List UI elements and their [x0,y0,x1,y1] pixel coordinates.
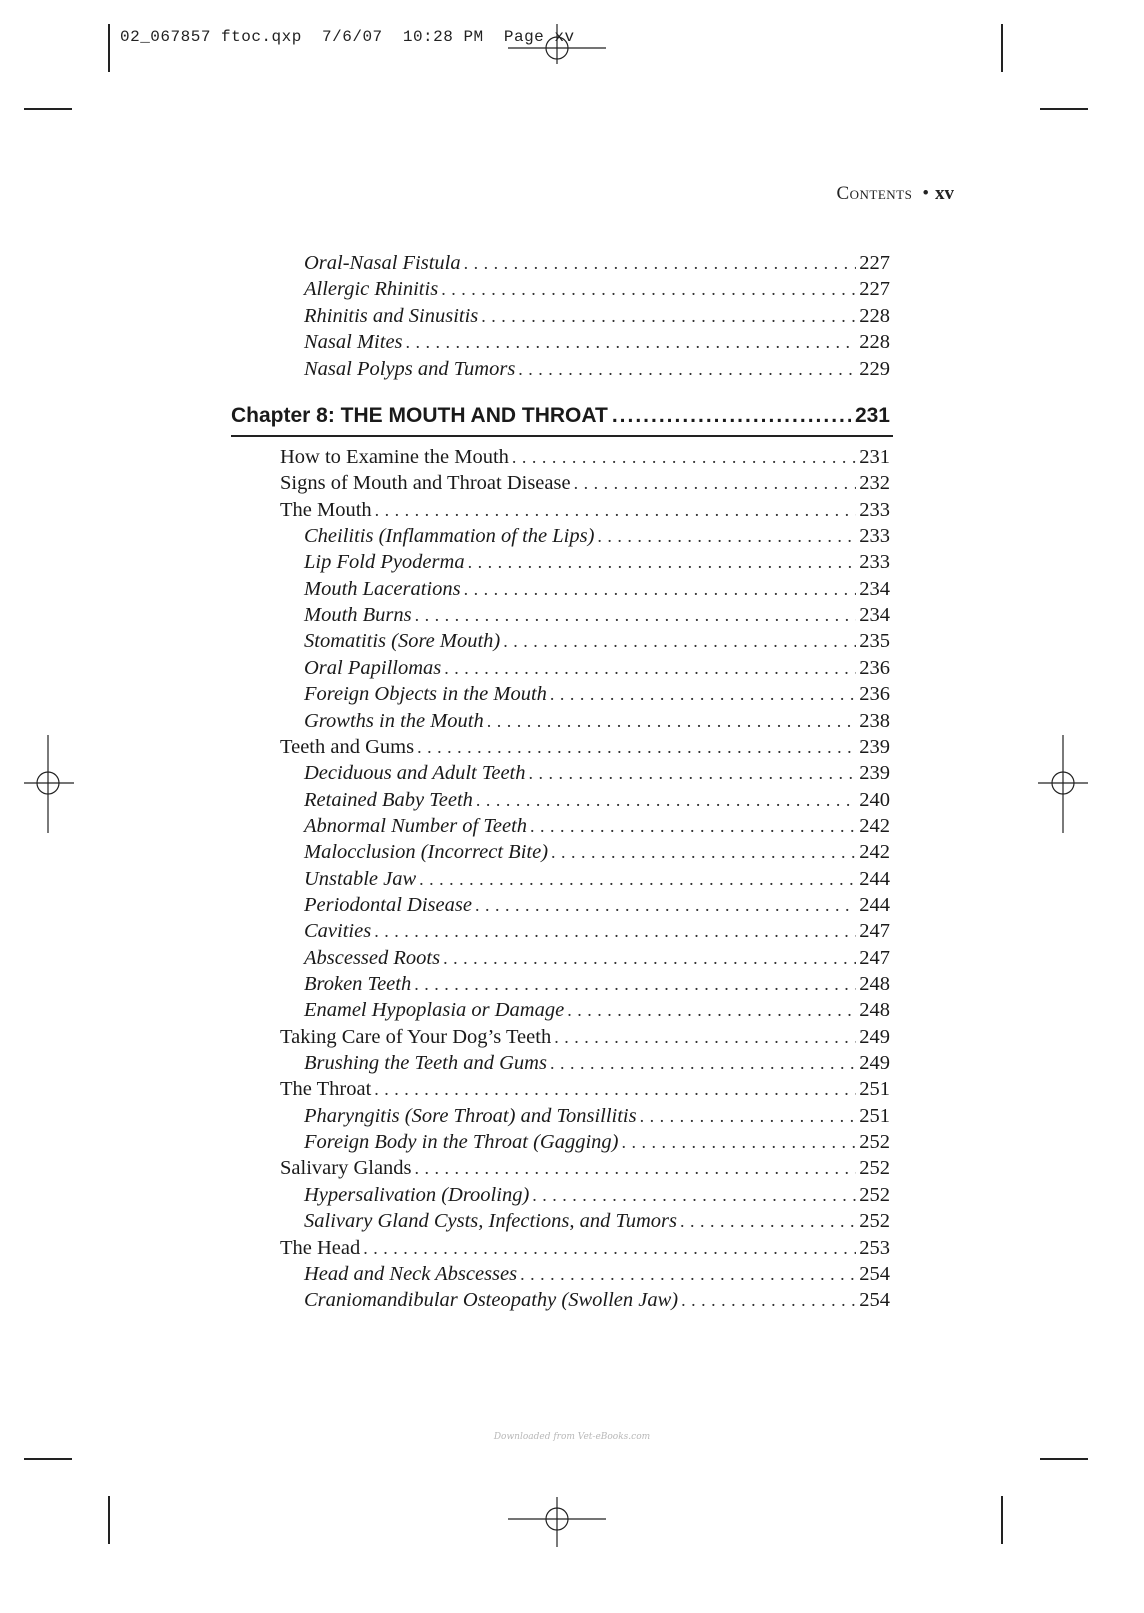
dot-leader [481,303,856,329]
toc-entry-title: Periodontal Disease [304,893,472,916]
dot-leader [520,1261,856,1287]
toc-entry-title: Mouth Lacerations [304,577,461,600]
dot-leader [468,549,857,575]
toc-entry [304,681,890,707]
toc-entry-title: Brushing the Teeth and Gums [304,1052,547,1075]
toc-entry-page: 248 [859,999,890,1022]
dot-leader [681,1287,856,1313]
toc-entry-page: 244 [859,867,890,890]
toc-entry-title: Stomatitis (Sore Mouth) [304,630,501,653]
printer-slug: 02_067857 ftoc.qxp 7/6/07 10:28 PM Page xv [120,28,575,46]
toc-entry [304,839,890,865]
dot-leader [444,655,856,681]
toc-entry-page: 227 [859,278,890,301]
toc-entry-title: Lip Fold Pyoderma [304,551,465,574]
toc-entry-page: 233 [859,525,890,548]
toc-entry [304,523,890,549]
toc-entry-page: 247 [859,946,890,969]
crop-mark [1040,1458,1088,1460]
dot-leader [550,1050,856,1076]
dot-leader [476,787,856,813]
toc-entry [304,945,890,971]
toc-entry-page: 233 [859,551,890,574]
running-head-label: Contents [836,183,913,204]
dot-leader [417,734,856,760]
dot-leader [554,1024,856,1050]
running-head-page: xv [935,183,954,204]
toc-entry-page: 229 [859,357,890,380]
dot-leader [406,329,857,355]
toc-entry-title: The Mouth [280,498,372,521]
dot-leader [419,866,856,892]
chapter-page: 231 [854,404,890,427]
toc-entry [304,1182,890,1208]
dot-leader [680,1208,856,1234]
toc-entry [304,1129,890,1155]
toc-entry [304,250,890,276]
dot-leader [487,708,856,734]
dot-leader [529,760,857,786]
running-head [836,183,954,205]
toc-entry-title: The Throat [280,1078,372,1101]
toc-entry [280,444,890,470]
toc-entry-title: Malocclusion (Incorrect Bite) [304,841,549,864]
toc-entry-title: How to Examine the Mouth [280,446,509,468]
toc-entry [304,787,890,813]
dot-leader [475,892,856,918]
dot-leader [574,470,857,496]
toc-entry-page: 249 [859,1052,890,1075]
dot-leader [597,523,856,549]
running-head-bullet: • [922,183,929,204]
crop-mark [1001,24,1003,72]
toc-entry-page: 242 [859,814,890,837]
toc-entry [280,734,890,760]
toc-entry-page: 239 [859,735,890,758]
toc-entry-page: 252 [859,1157,890,1180]
toc-entry-title: The Head [280,1236,361,1259]
toc-entry [304,997,890,1023]
toc-entry [280,1024,890,1050]
toc-entry [304,1208,890,1234]
toc-entry-title: Cavities [304,920,372,943]
dot-leader [464,250,857,276]
toc-entry-page: 254 [859,1262,890,1285]
toc-entry-title: Hypersalivation (Drooling) [304,1183,530,1206]
toc-entry-title: Oral-Nasal Fistula [304,252,461,274]
dot-leader [415,1155,857,1181]
toc-entry [304,813,890,839]
toc-entry-page: 228 [859,304,890,327]
toc-entry-title: Salivary Gland Cysts, Infections, and Tumors [304,1210,677,1233]
crop-mark [24,1458,72,1460]
toc-entry [280,470,890,496]
crop-mark [1040,108,1088,110]
toc-entry-page: 254 [859,1289,890,1312]
toc-entry-title: Cheilitis (Inflammation of the Lips) [304,525,595,548]
toc-entry [304,276,890,302]
toc-entry-title: Head and Neck Abscesses [304,1262,518,1285]
dot-leader [363,1235,856,1261]
registration-mark-bottom [508,1497,606,1547]
toc-entry-page: 252 [859,1183,890,1206]
watermark: Downloaded from Vet-eBooks.com [493,1432,651,1442]
toc-entry [304,760,890,786]
dot-leader [374,918,856,944]
toc-entry-title: Teeth and Gums [280,735,415,758]
toc-entry-page: 239 [859,762,890,785]
dot-leader [414,971,856,997]
dot-leader [518,356,856,382]
toc-entry-title: Rhinitis and Sinusitis [304,304,479,327]
dot-leader [503,628,856,654]
chapter-rule [231,435,893,437]
toc-entry-page: 234 [859,577,890,600]
dot-leader [415,602,857,628]
toc-entry-page: 232 [859,472,890,495]
toc-entry [304,303,890,329]
toc-entry [304,708,890,734]
toc-entry [304,655,890,681]
dot-leader [441,276,856,302]
toc-entry-title: Enamel Hypoplasia or Damage [304,999,565,1022]
toc-entry-title: Broken Teeth [304,973,412,995]
toc-entry-title: Mouth Burns [304,604,412,627]
toc-entry-title: Abscessed Roots [304,946,441,969]
toc-entry-title: Growths in the Mouth [304,709,484,732]
dot-leader [567,997,856,1023]
crop-mark [24,108,72,110]
dot-leader [512,444,856,470]
registration-mark-left [24,735,74,833]
toc-entry-page: 244 [859,893,890,916]
toc-entry [304,971,890,997]
toc-entry-page: 231 [859,446,890,468]
registration-mark-right [1038,735,1088,833]
dot-leader [532,1182,856,1208]
toc-entry-page: 236 [859,683,890,706]
dot-leader [612,404,851,428]
toc-entry [280,1155,890,1181]
toc-entry [304,866,890,892]
dot-leader [530,813,856,839]
toc-entry [280,497,890,523]
toc-entry-title: Nasal Mites [304,331,403,354]
toc-entry-title: Allergic Rhinitis [304,278,439,301]
toc-entry-page: 234 [859,604,890,627]
toc-entry-title: Nasal Polyps and Tumors [304,357,516,380]
toc-entry-title: Pharyngitis (Sore Throat) and Tonsillitis [304,1104,637,1127]
toc-entry-page: 249 [859,1025,890,1048]
toc-entry-page: 240 [859,788,890,811]
toc-entry-page: 235 [859,630,890,653]
dot-leader [464,576,857,602]
toc-entry-page: 228 [859,331,890,354]
toc-entry-title: Unstable Jaw [304,867,417,890]
toc-entry [304,602,890,628]
toc-entry-page: 247 [859,920,890,943]
chapter-title: Chapter 8: THE MOUTH AND THROAT [231,404,608,427]
toc-entry-page: 238 [859,709,890,732]
toc-entry-page: 236 [859,656,890,679]
toc-entry-title: Deciduous and Adult Teeth [304,762,526,785]
toc-entry [304,329,890,355]
toc-entry-page: 242 [859,841,890,864]
toc-entry-page: 253 [859,1236,890,1259]
dot-leader [551,839,856,865]
toc-entry-title: Foreign Body in the Throat (Gagging) [304,1131,619,1154]
toc-entry-title: Oral Papillomas [304,656,442,679]
toc-entry [304,1287,890,1313]
toc-entry [304,576,890,602]
chapter-heading [231,404,890,434]
toc-entry-title: Taking Care of Your Dog’s Teeth [280,1025,552,1048]
toc-entry-title: Abnormal Number of Teeth [304,814,528,837]
dot-leader [443,945,856,971]
toc-entry [304,628,890,654]
toc-entry-page: 252 [859,1131,890,1154]
toc-entry-page: 227 [859,252,890,274]
dot-leader [550,681,856,707]
toc-entry-title: Foreign Objects in the Mouth [304,683,547,706]
toc-entry-page: 252 [859,1210,890,1233]
toc-entry-page: 248 [859,973,890,995]
toc-entry-page: 251 [859,1104,890,1127]
crop-mark [1001,1496,1003,1544]
toc-entry [304,892,890,918]
toc-entry [304,549,890,575]
toc-entry [304,1261,890,1287]
toc-entry-title: Signs of Mouth and Throat Disease [280,472,571,495]
toc-entry-title: Salivary Glands [280,1157,412,1180]
crop-mark [108,1496,110,1544]
dot-leader [374,1076,856,1102]
toc-entry-page: 251 [859,1078,890,1101]
dot-leader [640,1103,857,1129]
crop-mark [108,24,110,72]
toc-entry [280,1235,890,1261]
toc-entry [304,356,890,382]
toc-entry-title: Retained Baby Teeth [304,788,473,811]
toc-entry [304,1050,890,1076]
toc-entry-title: Craniomandibular Osteopathy (Swollen Jaw) [304,1289,679,1312]
dot-leader [375,497,857,523]
toc-entry [280,1076,890,1102]
toc-entry-page: 233 [859,498,890,521]
toc-entry [304,918,890,944]
toc-entry [304,1103,890,1129]
dot-leader [622,1129,857,1155]
